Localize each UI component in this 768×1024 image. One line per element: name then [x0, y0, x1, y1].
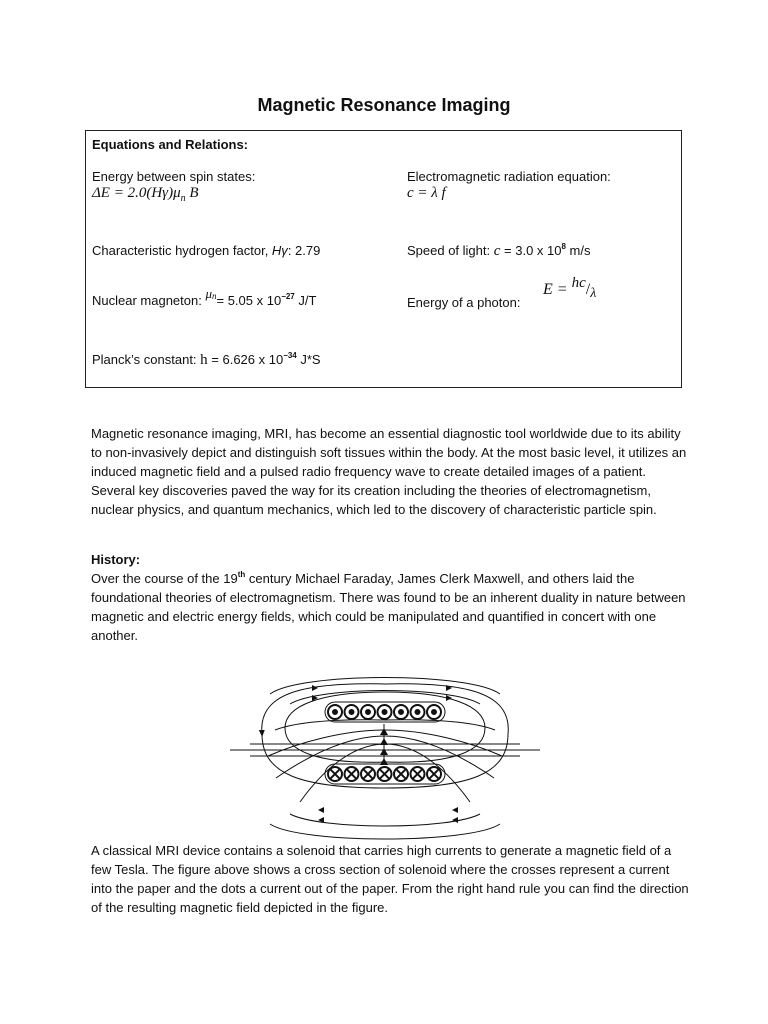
history-section — [91, 550, 691, 645]
history-text: Over the course of the 19th century Michael Faraday, James Clerk Maxwell, and others laid the foundational theories of electromagnetism. There was found to be an inherent duality in nature between magnetic and electric energy fields, which could be manipulated and quantified in concert with one another. — [91, 570, 686, 643]
field-arrow — [318, 807, 324, 813]
energy-equation: $\Delta E = 2.0(H\gamma)\mu_n$ B — [92, 185, 199, 204]
history-heading: History: — [91, 552, 141, 567]
planck-constant: Planck’s constant: h = 6.626 x $10^{-34}$ J*S — [92, 351, 321, 368]
bottom-coil-current-in — [325, 764, 445, 784]
current-dot — [366, 710, 370, 714]
field-arrow — [452, 817, 458, 823]
current-dot — [333, 710, 337, 714]
photon-equation: E = hc/λ — [543, 275, 597, 301]
top-coil-current-out — [325, 702, 445, 722]
field-line — [385, 720, 495, 730]
field-arrow — [452, 807, 458, 813]
current-dot — [416, 710, 420, 714]
energy-label: Energy between spin states: — [92, 169, 256, 184]
equations-box — [85, 130, 682, 388]
field-arrow — [380, 728, 388, 735]
speed-of-light: Speed of light: c = 3.0 x $10^8$ m/s — [407, 242, 591, 259]
field-line — [275, 720, 385, 730]
solenoid-field-figure — [0, 664, 768, 844]
current-dot — [399, 710, 403, 714]
field-arrow — [380, 748, 388, 755]
intro-paragraph — [91, 424, 691, 519]
photon-label: Energy of a photon: — [407, 295, 521, 310]
nuclear-magneton: Nuclear magneton: $\mu^n= 5.05$ x $10^{-27}$ J/T — [92, 286, 317, 308]
em-label: Electromagnetic radiation equation: — [407, 169, 611, 184]
intro-text: Magnetic resonance imaging, MRI, has become an essential diagnostic tool worldwide due to its ability to non-invasively depict and distinguish soft tissues within the body. At the most basic level, it utilizes an induced magnetic field and a pulsed radio frequency wave to create detailed images of a patient. Several key discoveries paved the way for its creation including the theories of electromagnetism, nuclear physics, and quantum mechanics, which led to the discovery of characteristic particle spin. — [91, 426, 687, 517]
field-arrow — [380, 738, 388, 745]
page-title: Magnetic Resonance Imaging — [257, 95, 511, 115]
current-dot — [432, 710, 436, 714]
field-line — [385, 692, 485, 762]
field-arrow — [312, 685, 318, 691]
caption-paragraph — [91, 841, 691, 917]
field-line — [285, 692, 385, 762]
current-dot — [350, 710, 354, 714]
equations-heading: Equations and Relations: — [92, 137, 249, 152]
em-equation: c = λ f — [407, 185, 446, 201]
caption-text: A classical MRI device contains a solenoid that carries high currents to generate a magnetic field of a few Tesla. The figure above shows a cross section of solenoid where the crosses represent a current into the paper and the dots a current out of the paper. From the right hand rule you can find the direction of the resulting magnetic field depicted in the figure. — [91, 843, 689, 915]
current-dot — [383, 710, 387, 714]
hydrogen-factor: Characteristic hydrogen factor, Hγ: 2.79 — [92, 243, 321, 258]
field-arrow — [446, 695, 452, 701]
